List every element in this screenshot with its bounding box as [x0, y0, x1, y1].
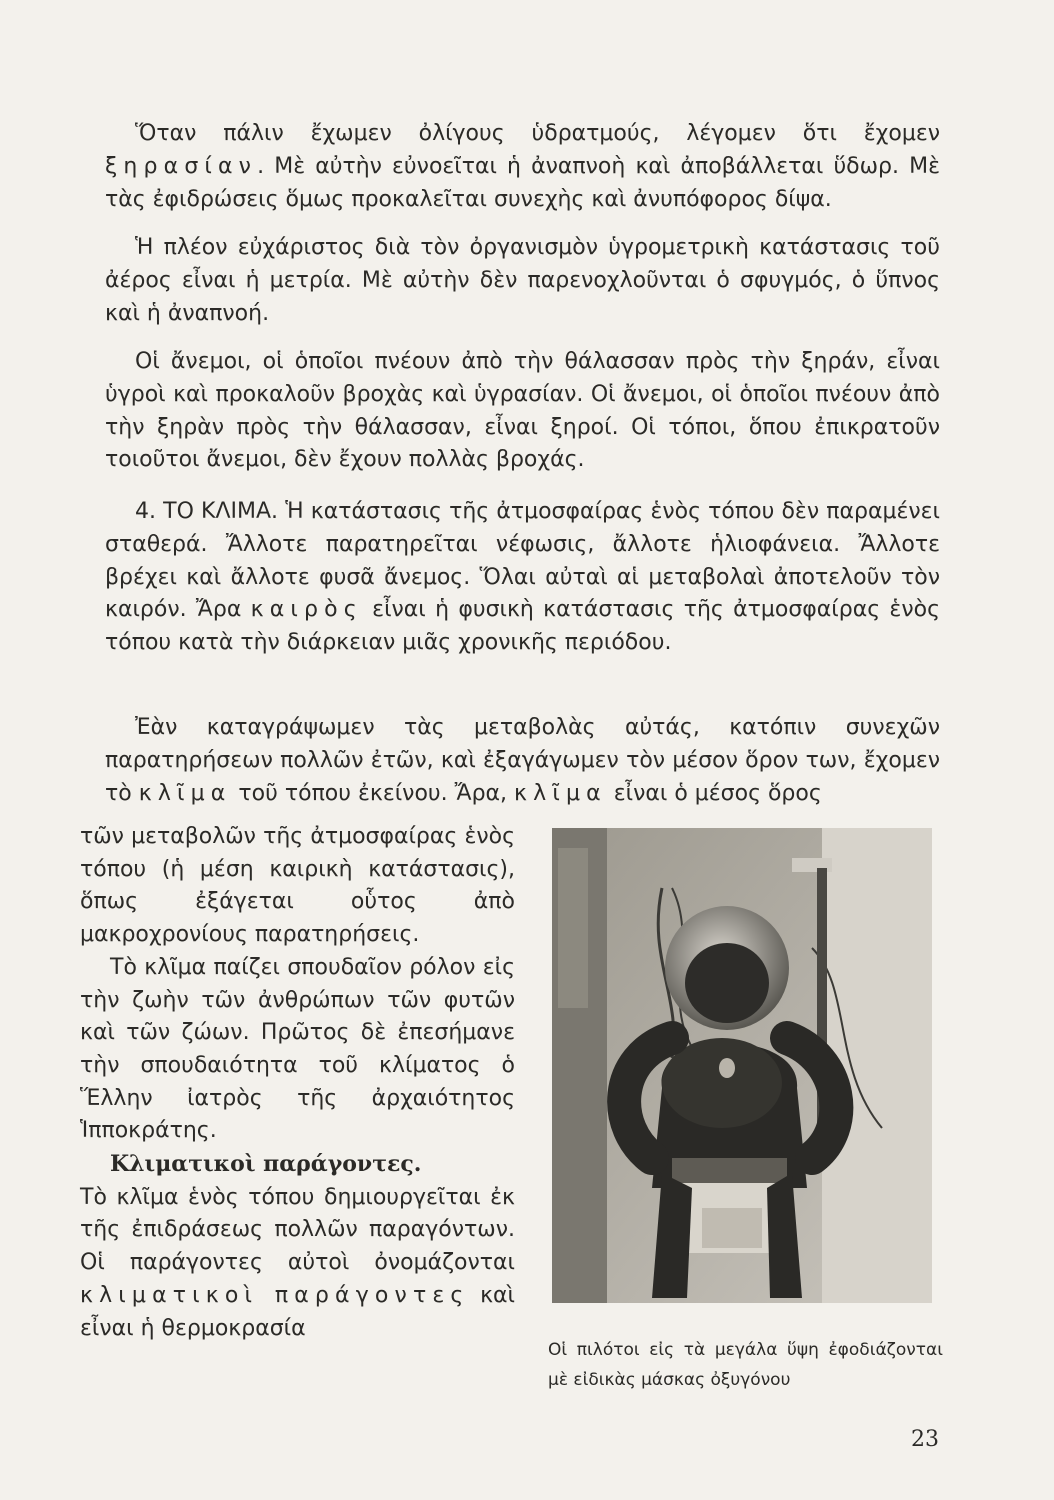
spaced-term-climate: κλῖμα — [138, 780, 232, 806]
paragraph-text: Οἱ ἄνεμοι, οἱ ὁποῖοι πνέουν ἀπὸ τὴν θάλασσαν πρὸς τὴν ξηράν, εἶναι ὑγροὶ καὶ προκαλοῦν βροχὰς καὶ ὑγρασίαν. Οἱ ἄνεμοι, οἱ ὁποῖοι πνέουν ἀπὸ τὴν ξηρὰν πρὸς τὴν θάλασσαν, εἶναι ξηροί. Οἱ τόποι, ὅπου ἐπικρατοῦν τοιοῦτοι ἄνεμοι, δὲν ἔχουν πολλὰς βροχάς. — [105, 349, 940, 473]
page-number: 23 — [911, 1427, 939, 1452]
paragraph-winds — [105, 346, 940, 477]
paragraph-text: εἶναι ὁ μέσος ὅρος — [606, 780, 822, 806]
paragraph-dryness — [105, 118, 940, 216]
spaced-term-dryness: ξηρασίαν — [105, 153, 258, 179]
left-column-text — [80, 821, 515, 1345]
paragraph-climate-section — [105, 496, 940, 660]
paragraph-climate-definition — [105, 712, 940, 810]
paragraph-text: Τὸ κλῖμα ἑνὸς τόπου δημιουργεῖται ἐκ τῆς ἐπιδράσεως πολλῶν παραγόντων. Οἱ παράγοντες αὐτοὶ ὀνομάζονται — [80, 1184, 515, 1276]
spaced-term-climate-2: κλῖμα — [514, 780, 607, 806]
section-heading: 4. ΤΟ ΚΛΙΜΑ. — [135, 499, 279, 524]
subheading-climatic-factors: Κλιματικοὶ παράγοντες. — [110, 1151, 422, 1178]
paragraph-text: καὶ εἶναι ἡ θερμοκρασία — [80, 1282, 515, 1341]
paragraph-climate-importance: Τὸ κλῖμα παίζει σπουδαῖον ρόλον εἰς τὴν ζωὴν τῶν ἀνθρώπων τῶν φυτῶν καὶ τῶν ζώων. Πρῶτος δὲ ἐπεσήμανε τὴν σπουδαιότητα τοῦ κλίματος ὁ Ἕλλην ἰατρὸς τῆς ἀρχαιότητος Ἱπποκράτης. — [80, 954, 515, 1144]
photo-caption: Οἱ πιλότοι εἰς τὰ μεγάλα ὕψη ἐφοδιάζονται μὲ εἰδικὰς μάσκας ὀξυγόνου — [548, 1340, 943, 1390]
paragraph-text: Ὅταν πάλιν ἔχωμεν ὀλίγους ὑδρατμούς, λέγομεν ὅτι ἔχομεν — [135, 121, 940, 146]
paragraph-text: τοῦ τόπου ἐκείνου. Ἄρα, — [231, 780, 515, 806]
paragraph-text: Ἐὰν καταγράψωμεν τὰς μεταβολὰς αὐτάς, κατόπιν συνεχῶν παρατηρήσεων πολλῶν ἐτῶν, καὶ ἐξαγάγωμεν τὸν μέσον ὅρον των, ἔχομεν τὸ — [105, 715, 940, 806]
spaced-term-climatic-factors: κλιματικοὶ παράγοντες — [80, 1282, 470, 1308]
paragraph-continuation: τῶν μεταβολῶν τῆς ἀτμοσφαίρας ἑνὸς τόπου (ἡ μέση καιρικὴ κατάστασις), ὅπως ἐξάγεται οὗτος ἀπὸ μακροχρονίους παρατηρήσεις. — [80, 824, 515, 948]
spaced-term-weather: καιρὸς — [250, 597, 363, 623]
paragraph-text: . Μὲ αὐτὴν εὐνοεῖται ἡ ἀναπνοὴ καὶ ἀποβάλλεται ὕδωρ. Μὲ τὰς ἐφιδρώσεις ὅμως προκαλεῖται συνεχὴς καὶ ἀνυπόφορος δίψα. — [105, 153, 940, 212]
paragraph-text: Ἡ κατάστασις τῆς ἀτμοσφαίρας ἑνὸς τόπου δὲν παραμένει σταθερά. Ἄλλοτε παρατηρεῖται νέφωσις, ἄλλοτε ἡλιοφάνεια. Ἄλλοτε βρέχει καὶ ἄλλοτε φυσᾶ ἄνεμος. Ὅλαι αὐταὶ αἱ μεταβολαὶ ἀποτελοῦν τὸν καιρόν. Ἄρα — [105, 499, 940, 623]
paragraph-text: εἶναι ἡ φυσικὴ κατάστασις τῆς ἀτμοσφαίρας ἑνὸς τόπου κατὰ τὴν διάρκειαν μιᾶς χρονικῆς περιόδου. — [105, 597, 940, 656]
paragraph-moderate-humidity — [105, 232, 940, 330]
pilot-oxygen-suit-photo — [552, 828, 932, 1303]
paragraph-text: Ἡ πλέον εὐχάριστος διὰ τὸν ὀργανισμὸν ὑγρομετρικὴ κατάστασις τοῦ ἀέρος εἶναι ἡ μετρία. Μὲ αὐτὴν δὲν παρενοχλοῦνται ὁ σφυγμός, ὁ ὕπνος καὶ ἡ ἀναπνοή. — [105, 235, 940, 326]
